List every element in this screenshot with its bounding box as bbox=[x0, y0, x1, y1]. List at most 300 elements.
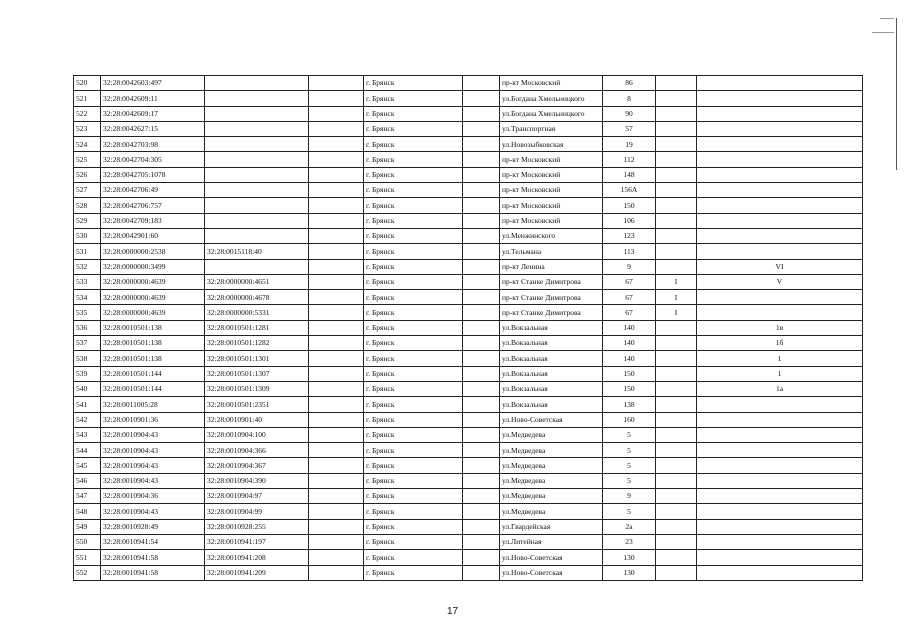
street-cell: ул.Богдана Хмельницкого bbox=[500, 106, 603, 121]
row-number-cell: 529 bbox=[74, 213, 101, 228]
empty-cell bbox=[463, 76, 500, 91]
building-part-cell bbox=[656, 336, 697, 351]
premises-cadastral-number-cell: 32:28:0010501:2351 bbox=[205, 397, 309, 412]
house-number-cell: 148 bbox=[603, 167, 656, 182]
empty-cell bbox=[463, 244, 500, 259]
premises-number-cell bbox=[697, 228, 863, 243]
row-number-cell: 523 bbox=[74, 121, 101, 136]
city-cell: г. Брянск bbox=[364, 305, 463, 320]
house-number-cell: 67 bbox=[603, 290, 656, 305]
house-number-cell: 150 bbox=[603, 381, 656, 396]
empty-cell bbox=[463, 167, 500, 182]
premises-cadastral-number-cell bbox=[205, 183, 309, 198]
city-cell: г. Брянск bbox=[364, 397, 463, 412]
building-part-cell bbox=[656, 91, 697, 106]
empty-cell bbox=[309, 534, 364, 549]
city-cell: г. Брянск bbox=[364, 106, 463, 121]
empty-cell bbox=[309, 137, 364, 152]
city-cell: г. Брянск bbox=[364, 473, 463, 488]
cadastral-number-cell: 32:28:0042706:49 bbox=[101, 183, 205, 198]
street-cell: ул.Гвардейская bbox=[500, 519, 603, 534]
premises-cadastral-number-cell bbox=[205, 106, 309, 121]
empty-cell bbox=[463, 305, 500, 320]
house-number-cell: 19 bbox=[603, 137, 656, 152]
house-number-cell: 150 bbox=[603, 366, 656, 381]
street-cell: ул.Ново-Советская bbox=[500, 550, 603, 565]
premises-cadastral-number-cell: 32:28:0000000:4651 bbox=[205, 274, 309, 289]
cadastral-number-cell: 32:28:0010501:144 bbox=[101, 366, 205, 381]
table-row bbox=[74, 198, 863, 213]
table-row bbox=[74, 274, 863, 289]
table-row bbox=[74, 336, 863, 351]
row-number-cell: 526 bbox=[74, 167, 101, 182]
empty-cell bbox=[463, 443, 500, 458]
street-cell: ул.Новозыбковская bbox=[500, 137, 603, 152]
premises-number-cell bbox=[697, 305, 863, 320]
table-row bbox=[74, 412, 863, 427]
empty-cell bbox=[309, 366, 364, 381]
empty-cell bbox=[463, 259, 500, 274]
city-cell: г. Брянск bbox=[364, 381, 463, 396]
empty-cell bbox=[309, 336, 364, 351]
row-number-cell: 521 bbox=[74, 91, 101, 106]
premises-number-cell: 1б bbox=[697, 336, 863, 351]
premises-cadastral-number-cell bbox=[205, 152, 309, 167]
empty-cell bbox=[309, 167, 364, 182]
building-part-cell bbox=[656, 167, 697, 182]
row-number-cell: 549 bbox=[74, 519, 101, 534]
building-part-cell bbox=[656, 473, 697, 488]
empty-cell bbox=[309, 198, 364, 213]
premises-number-cell bbox=[697, 290, 863, 305]
table-row bbox=[74, 489, 863, 504]
empty-cell bbox=[463, 504, 500, 519]
table-row bbox=[74, 106, 863, 121]
house-number-cell: 130 bbox=[603, 550, 656, 565]
street-cell: ул.Медведева bbox=[500, 504, 603, 519]
street-cell: пр-кт Станке Димитрова bbox=[500, 274, 603, 289]
house-number-cell: 113 bbox=[603, 244, 656, 259]
street-cell: ул.Литейная bbox=[500, 534, 603, 549]
premises-number-cell bbox=[697, 427, 863, 442]
empty-cell bbox=[309, 76, 364, 91]
cadastral-number-cell: 32:28:0042901:60 bbox=[101, 228, 205, 243]
row-number-cell: 524 bbox=[74, 137, 101, 152]
premises-number-cell: V bbox=[697, 274, 863, 289]
cadastral-number-cell: 32:28:0010904:43 bbox=[101, 458, 205, 473]
cadastral-number-cell: 32:28:0011005:28 bbox=[101, 397, 205, 412]
cadastral-number-cell: 32:28:0010501:138 bbox=[101, 351, 205, 366]
row-number-cell: 534 bbox=[74, 290, 101, 305]
building-part-cell bbox=[656, 443, 697, 458]
table-row bbox=[74, 534, 863, 549]
cadastral-number-cell: 32:28:0042706:757 bbox=[101, 198, 205, 213]
table-row bbox=[74, 137, 863, 152]
premises-number-cell bbox=[697, 213, 863, 228]
building-part-cell bbox=[656, 106, 697, 121]
house-number-cell: 8 bbox=[603, 91, 656, 106]
empty-cell bbox=[309, 259, 364, 274]
table-row bbox=[74, 504, 863, 519]
cadastral-number-cell: 32:28:0042704:305 bbox=[101, 152, 205, 167]
row-number-cell: 522 bbox=[74, 106, 101, 121]
city-cell: г. Брянск bbox=[364, 565, 463, 580]
table-row bbox=[74, 76, 863, 91]
street-cell: пр-кт Московский bbox=[500, 152, 603, 167]
row-number-cell: 542 bbox=[74, 412, 101, 427]
cadastral-number-cell: 32:28:0000000:2538 bbox=[101, 244, 205, 259]
premises-number-cell bbox=[697, 489, 863, 504]
premises-number-cell bbox=[697, 473, 863, 488]
premises-number-cell bbox=[697, 167, 863, 182]
city-cell: г. Брянск bbox=[364, 167, 463, 182]
premises-cadastral-number-cell: 32:28:0010501:1301 bbox=[205, 351, 309, 366]
street-cell: пр-кт Московский bbox=[500, 213, 603, 228]
row-number-cell: 536 bbox=[74, 320, 101, 335]
table-row bbox=[74, 305, 863, 320]
premises-number-cell: 1в bbox=[697, 320, 863, 335]
empty-cell bbox=[309, 305, 364, 320]
cadastral-number-cell: 32:28:0010501:144 bbox=[101, 381, 205, 396]
house-number-cell: 160 bbox=[603, 412, 656, 427]
street-cell: пр-кт Московский bbox=[500, 183, 603, 198]
premises-number-cell bbox=[697, 412, 863, 427]
building-part-cell bbox=[656, 519, 697, 534]
building-part-cell bbox=[656, 244, 697, 259]
table-row bbox=[74, 473, 863, 488]
empty-cell bbox=[309, 244, 364, 259]
building-part-cell bbox=[656, 137, 697, 152]
house-number-cell: 5 bbox=[603, 427, 656, 442]
premises-number-cell bbox=[697, 565, 863, 580]
cadastral-number-cell: 32:28:0042603:497 bbox=[101, 76, 205, 91]
table-row bbox=[74, 351, 863, 366]
house-number-cell: 2а bbox=[603, 519, 656, 534]
building-part-cell bbox=[656, 259, 697, 274]
empty-cell bbox=[463, 228, 500, 243]
row-number-cell: 552 bbox=[74, 565, 101, 580]
row-number-cell: 531 bbox=[74, 244, 101, 259]
house-number-cell: 106 bbox=[603, 213, 656, 228]
street-cell: ул.Менжинского bbox=[500, 228, 603, 243]
table-row bbox=[74, 152, 863, 167]
premises-cadastral-number-cell bbox=[205, 213, 309, 228]
empty-cell bbox=[309, 504, 364, 519]
empty-cell bbox=[463, 152, 500, 167]
city-cell: г. Брянск bbox=[364, 534, 463, 549]
row-number-cell: 538 bbox=[74, 351, 101, 366]
empty-cell bbox=[463, 213, 500, 228]
building-part-cell bbox=[656, 198, 697, 213]
building-part-cell bbox=[656, 427, 697, 442]
city-cell: г. Брянск bbox=[364, 458, 463, 473]
building-part-cell bbox=[656, 121, 697, 136]
city-cell: г. Брянск bbox=[364, 366, 463, 381]
cadastral-number-cell: 32:28:0042709:183 bbox=[101, 213, 205, 228]
empty-cell bbox=[309, 121, 364, 136]
house-number-cell: 150 bbox=[603, 198, 656, 213]
premises-number-cell: 1 bbox=[697, 351, 863, 366]
house-number-cell: 57 bbox=[603, 121, 656, 136]
cadastral-number-cell: 32:28:0042705:1078 bbox=[101, 167, 205, 182]
city-cell: г. Брянск bbox=[364, 489, 463, 504]
premises-number-cell bbox=[697, 534, 863, 549]
empty-cell bbox=[463, 473, 500, 488]
street-cell: ул.Медведева bbox=[500, 473, 603, 488]
cadastral-number-cell: 32:28:0042703:98 bbox=[101, 137, 205, 152]
street-cell: пр-кт Московский bbox=[500, 167, 603, 182]
row-number-cell: 540 bbox=[74, 381, 101, 396]
building-part-cell bbox=[656, 76, 697, 91]
empty-cell bbox=[309, 427, 364, 442]
premises-cadastral-number-cell bbox=[205, 121, 309, 136]
premises-cadastral-number-cell bbox=[205, 137, 309, 152]
cadastral-number-cell: 32:28:0010941:58 bbox=[101, 565, 205, 580]
street-cell: ул.Вокзальная bbox=[500, 381, 603, 396]
street-cell: ул.Вокзальная bbox=[500, 351, 603, 366]
empty-cell bbox=[309, 412, 364, 427]
premises-number-cell bbox=[697, 397, 863, 412]
house-number-cell: 5 bbox=[603, 504, 656, 519]
cadastral-number-cell: 32:28:0042627:15 bbox=[101, 121, 205, 136]
premises-number-cell: VI bbox=[697, 259, 863, 274]
empty-cell bbox=[463, 366, 500, 381]
city-cell: г. Брянск bbox=[364, 183, 463, 198]
street-cell: ул.Богдана Хмельницкого bbox=[500, 91, 603, 106]
house-number-cell: 138 bbox=[603, 397, 656, 412]
row-number-cell: 541 bbox=[74, 397, 101, 412]
table-row bbox=[74, 259, 863, 274]
street-cell: ул.Вокзальная bbox=[500, 366, 603, 381]
city-cell: г. Брянск bbox=[364, 198, 463, 213]
premises-cadastral-number-cell bbox=[205, 228, 309, 243]
premises-cadastral-number-cell: 32:28:0010904:100 bbox=[205, 427, 309, 442]
table-row bbox=[74, 519, 863, 534]
street-cell: ул.Ново-Советская bbox=[500, 412, 603, 427]
city-cell: г. Брянск bbox=[364, 550, 463, 565]
row-number-cell: 520 bbox=[74, 76, 101, 91]
row-number-cell: 547 bbox=[74, 489, 101, 504]
city-cell: г. Брянск bbox=[364, 504, 463, 519]
building-part-cell bbox=[656, 504, 697, 519]
city-cell: г. Брянск bbox=[364, 152, 463, 167]
cadastral-number-cell: 32:28:0010904:43 bbox=[101, 427, 205, 442]
premises-cadastral-number-cell: 32:28:0010941:197 bbox=[205, 534, 309, 549]
cadastral-number-cell: 32:28:0010501:138 bbox=[101, 320, 205, 335]
premises-cadastral-number-cell: 32:28:0010941:209 bbox=[205, 565, 309, 580]
empty-cell bbox=[463, 550, 500, 565]
empty-cell bbox=[309, 443, 364, 458]
city-cell: г. Брянск bbox=[364, 443, 463, 458]
empty-cell bbox=[463, 137, 500, 152]
row-number-cell: 539 bbox=[74, 366, 101, 381]
cadastral-number-cell: 32:28:0010901:36 bbox=[101, 412, 205, 427]
house-number-cell: 140 bbox=[603, 336, 656, 351]
table-row bbox=[74, 397, 863, 412]
empty-cell bbox=[309, 397, 364, 412]
city-cell: г. Брянск bbox=[364, 121, 463, 136]
empty-cell bbox=[309, 489, 364, 504]
city-cell: г. Брянск bbox=[364, 91, 463, 106]
empty-cell bbox=[463, 351, 500, 366]
empty-cell bbox=[463, 381, 500, 396]
building-part-cell: I bbox=[656, 290, 697, 305]
table-row bbox=[74, 458, 863, 473]
city-cell: г. Брянск bbox=[364, 244, 463, 259]
premises-number-cell bbox=[697, 76, 863, 91]
city-cell: г. Брянск bbox=[364, 320, 463, 335]
empty-cell bbox=[463, 458, 500, 473]
street-cell: пр-кт Станке Димитрова bbox=[500, 305, 603, 320]
premises-cadastral-number-cell: 32:28:0010904:97 bbox=[205, 489, 309, 504]
empty-cell bbox=[463, 565, 500, 580]
house-number-cell: 86 bbox=[603, 76, 656, 91]
house-number-cell: 5 bbox=[603, 443, 656, 458]
table-row bbox=[74, 381, 863, 396]
cadastral-number-cell: 32:28:0000000:4639 bbox=[101, 290, 205, 305]
building-part-cell bbox=[656, 213, 697, 228]
building-part-cell bbox=[656, 183, 697, 198]
premises-cadastral-number-cell: 32:28:0010904:390 bbox=[205, 473, 309, 488]
street-cell: пр-кт Московский bbox=[500, 198, 603, 213]
empty-cell bbox=[463, 320, 500, 335]
building-part-cell bbox=[656, 228, 697, 243]
city-cell: г. Брянск bbox=[364, 228, 463, 243]
house-number-cell: 67 bbox=[603, 305, 656, 320]
premises-cadastral-number-cell: 32:28:0010928:255 bbox=[205, 519, 309, 534]
premises-cadastral-number-cell: 32:28:0010904:366 bbox=[205, 443, 309, 458]
house-number-cell: 140 bbox=[603, 320, 656, 335]
city-cell: г. Брянск bbox=[364, 76, 463, 91]
premises-cadastral-number-cell bbox=[205, 91, 309, 106]
house-number-cell: 67 bbox=[603, 274, 656, 289]
scan-edge-line bbox=[896, 18, 897, 170]
premises-cadastral-number-cell: 32:28:0010501:1281 bbox=[205, 320, 309, 335]
cadastral-number-cell: 32:28:0010904:43 bbox=[101, 473, 205, 488]
premises-number-cell bbox=[697, 519, 863, 534]
empty-cell bbox=[463, 274, 500, 289]
city-cell: г. Брянск bbox=[364, 213, 463, 228]
premises-cadastral-number-cell: 32:28:0000000:4678 bbox=[205, 290, 309, 305]
building-part-cell bbox=[656, 458, 697, 473]
premises-number-cell bbox=[697, 443, 863, 458]
house-number-cell: 140 bbox=[603, 351, 656, 366]
cadastral-number-cell: 32:28:0042609:11 bbox=[101, 91, 205, 106]
building-part-cell bbox=[656, 412, 697, 427]
row-number-cell: 527 bbox=[74, 183, 101, 198]
property-registry-table bbox=[73, 75, 863, 581]
empty-cell bbox=[463, 412, 500, 427]
empty-cell bbox=[309, 106, 364, 121]
scan-edge-mark bbox=[872, 32, 894, 33]
empty-cell bbox=[463, 106, 500, 121]
cadastral-number-cell: 32:28:0010941:58 bbox=[101, 550, 205, 565]
house-number-cell: 5 bbox=[603, 473, 656, 488]
building-part-cell bbox=[656, 397, 697, 412]
building-part-cell: I bbox=[656, 305, 697, 320]
premises-number-cell: 1 bbox=[697, 366, 863, 381]
building-part-cell bbox=[656, 152, 697, 167]
empty-cell bbox=[309, 473, 364, 488]
empty-cell bbox=[463, 198, 500, 213]
table-row bbox=[74, 366, 863, 381]
building-part-cell bbox=[656, 534, 697, 549]
cadastral-number-cell: 32:28:0010941:54 bbox=[101, 534, 205, 549]
premises-number-cell bbox=[697, 550, 863, 565]
city-cell: г. Брянск bbox=[364, 259, 463, 274]
empty-cell bbox=[309, 183, 364, 198]
table-row bbox=[74, 91, 863, 106]
row-number-cell: 544 bbox=[74, 443, 101, 458]
empty-cell bbox=[463, 290, 500, 305]
empty-cell bbox=[309, 550, 364, 565]
empty-cell bbox=[309, 228, 364, 243]
street-cell: пр-кт Ленина bbox=[500, 259, 603, 274]
city-cell: г. Брянск bbox=[364, 351, 463, 366]
premises-number-cell bbox=[697, 137, 863, 152]
street-cell: ул.Вокзальная bbox=[500, 320, 603, 335]
city-cell: г. Брянск bbox=[364, 290, 463, 305]
premises-number-cell bbox=[697, 183, 863, 198]
street-cell: ул.Медведева bbox=[500, 443, 603, 458]
house-number-cell: 112 bbox=[603, 152, 656, 167]
cadastral-number-cell: 32:28:0010501:138 bbox=[101, 336, 205, 351]
premises-cadastral-number-cell: 32:28:0010501:1282 bbox=[205, 336, 309, 351]
empty-cell bbox=[463, 121, 500, 136]
premises-number-cell: 1а bbox=[697, 381, 863, 396]
cadastral-number-cell: 32:28:0010904:36 bbox=[101, 489, 205, 504]
premises-cadastral-number-cell bbox=[205, 259, 309, 274]
page-number: 17 bbox=[446, 606, 459, 617]
empty-cell bbox=[309, 381, 364, 396]
city-cell: г. Брянск bbox=[364, 274, 463, 289]
scan-edge-mark bbox=[880, 18, 894, 19]
street-cell: ул.Медведева bbox=[500, 458, 603, 473]
table-row bbox=[74, 167, 863, 182]
empty-cell bbox=[463, 91, 500, 106]
row-number-cell: 530 bbox=[74, 228, 101, 243]
premises-cadastral-number-cell: 32:28:0010904:367 bbox=[205, 458, 309, 473]
premises-cadastral-number-cell: 32:28:0010501:1309 bbox=[205, 381, 309, 396]
house-number-cell: 5 bbox=[603, 458, 656, 473]
street-cell: ул.Медведева bbox=[500, 427, 603, 442]
empty-cell bbox=[309, 274, 364, 289]
premises-number-cell bbox=[697, 121, 863, 136]
premises-cadastral-number-cell: 32:28:0010941:208 bbox=[205, 550, 309, 565]
building-part-cell bbox=[656, 489, 697, 504]
city-cell: г. Брянск bbox=[364, 519, 463, 534]
street-cell: ул.Вокзальная bbox=[500, 336, 603, 351]
row-number-cell: 550 bbox=[74, 534, 101, 549]
empty-cell bbox=[463, 183, 500, 198]
street-cell: ул.Медведева bbox=[500, 489, 603, 504]
cadastral-number-cell: 32:28:0010904:43 bbox=[101, 443, 205, 458]
building-part-cell bbox=[656, 550, 697, 565]
table-row bbox=[74, 121, 863, 136]
empty-cell bbox=[463, 489, 500, 504]
empty-cell bbox=[463, 397, 500, 412]
row-number-cell: 546 bbox=[74, 473, 101, 488]
empty-cell bbox=[309, 290, 364, 305]
row-number-cell: 533 bbox=[74, 274, 101, 289]
table-row bbox=[74, 565, 863, 580]
street-cell: ул.Ново-Советская bbox=[500, 565, 603, 580]
premises-cadastral-number-cell: 32:28:0000000:5331 bbox=[205, 305, 309, 320]
table-row bbox=[74, 244, 863, 259]
table-row bbox=[74, 320, 863, 335]
premises-cadastral-number-cell: 32:28:0010904:99 bbox=[205, 504, 309, 519]
city-cell: г. Брянск bbox=[364, 137, 463, 152]
